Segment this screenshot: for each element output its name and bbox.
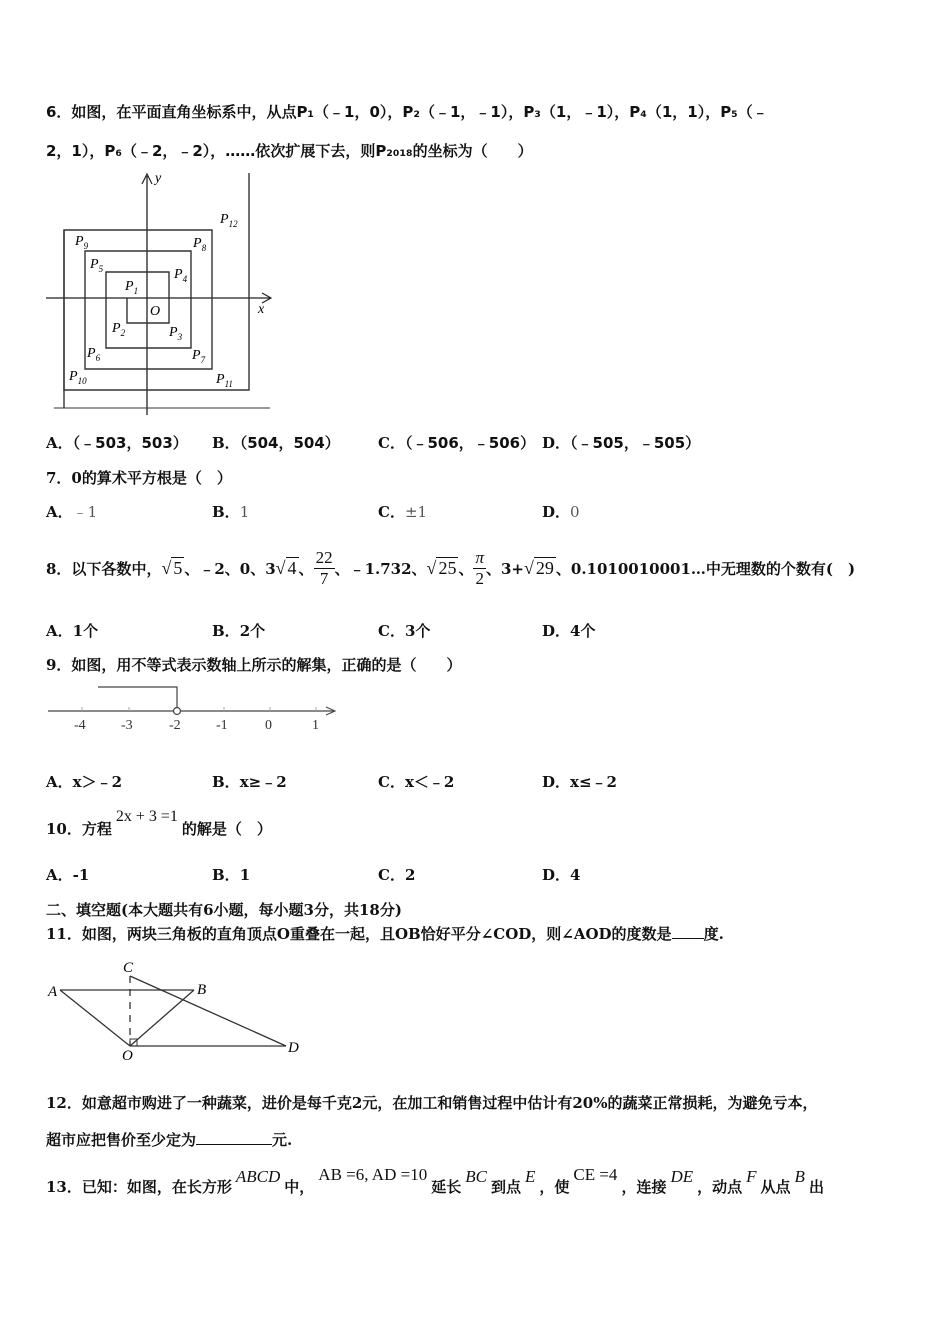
q12-stem-line2: 超市应把售价至少定为 元. — [46, 1131, 293, 1149]
section-2-title: 二、填空题(本大题共有6小题，每小题3分，共18分) — [46, 901, 402, 919]
label-O: O — [122, 1048, 133, 1062]
label-P3: $P_3$ — [169, 325, 183, 342]
q10-equation: 2x + 3 =1 — [115, 808, 178, 825]
q9-option-b[interactable]: B．x≥﹣2 — [212, 773, 287, 791]
label-D: D — [288, 1040, 299, 1056]
q10-stem: 10．方程2x + 3 =1的解是（ ） — [46, 808, 272, 838]
q7-option-c[interactable]: C．±1 — [378, 503, 428, 521]
q8-option-d[interactable]: D．4个 — [542, 622, 596, 640]
q11-triangles-figure — [46, 956, 308, 1062]
q6-stem-line1: 6．如图，在平面直角坐标系中，从点P₁（﹣1，0），P₂（﹣1，﹣1），P₃（1，﹣1），P₄（1，1），P₅（﹣ — [46, 103, 768, 121]
label-P9: $P_9$ — [75, 234, 89, 251]
label-C: C — [123, 960, 134, 976]
q8-option-a[interactable]: A．1个 — [46, 622, 99, 640]
q9-option-c[interactable]: C．x＜﹣2 — [378, 773, 455, 791]
label-P4: $P_4$ — [174, 267, 188, 284]
q10-option-d[interactable]: D．4 — [542, 866, 581, 884]
q9-option-a[interactable]: A．x＞﹣2 — [46, 773, 123, 791]
x-axis-label: x — [258, 302, 265, 317]
label-P7: $P_7$ — [192, 348, 206, 365]
label-P2: $P_2$ — [112, 321, 126, 338]
fraction-pi-2: $\frac{\pi}{2}$ — [475, 547, 484, 588]
q8-option-c[interactable]: C．3个 — [378, 622, 431, 640]
label-P6: $P_6$ — [87, 346, 101, 363]
sqrt-4: √ 4 — [275, 557, 297, 578]
label-origin: O — [150, 304, 161, 319]
q10-option-b[interactable]: B．1 — [212, 866, 251, 884]
tick-label: 1 — [312, 718, 319, 733]
q11-stem: 11．如图，两块三角板的直角顶点O重叠在一起，且OB恰好平分∠COD，则∠AOD的度数是 度. — [46, 925, 724, 943]
q10-option-c[interactable]: C．2 — [378, 866, 416, 884]
tick-label: -2 — [169, 718, 181, 733]
label-P1: $P_1$ — [125, 279, 139, 296]
label-P5: $P_5$ — [90, 257, 104, 274]
label-P12: $P_{12}$ — [220, 212, 238, 229]
sqrt-5: √ 5 — [161, 557, 183, 578]
tick-label: -1 — [216, 718, 228, 733]
q7-option-b[interactable]: B．1 — [212, 503, 250, 521]
q7-stem: 7．0的算术平方根是（ ） — [46, 469, 232, 487]
q6-stem-line2: 2，1），P₆（﹣2，﹣2），……依次扩展下去，则P₂₀₁₈的坐标为（ ） — [46, 142, 533, 160]
label-B: B — [197, 982, 207, 998]
q7-option-a[interactable]: A．﹣1 — [46, 503, 98, 521]
y-axis-label: y — [155, 171, 162, 186]
label-P11: $P_{11}$ — [216, 372, 233, 389]
label-P8: $P_8$ — [193, 236, 207, 253]
label-A: A — [48, 984, 58, 1000]
q8-option-b[interactable]: B．2个 — [212, 622, 266, 640]
q8-stem: 8．以下各数中， √ 5 、﹣2、0、3 √ 4 、 $\frac{22}{7}$ 、﹣1.732、 √ 25 、 $\frac{\pi}{2}$ 、3+ √ 29 、0.1010010001…中无理数的个数有( ) — [46, 547, 856, 588]
q9-stem: 9．如图，用不等式表示数轴上所示的解集，正确的是（ ） — [46, 656, 462, 674]
q6-option-a[interactable]: A．（﹣503，503） — [46, 434, 188, 452]
tick-label: -4 — [74, 718, 86, 733]
q9-option-d[interactable]: D．x≤﹣2 — [542, 773, 617, 791]
q10-option-a[interactable]: A．-1 — [46, 866, 90, 884]
sqrt-25: √ 25 — [426, 557, 457, 578]
fraction-22-7: $\frac{22}{7}$ — [315, 547, 333, 588]
q6-option-c[interactable]: C．（﹣506，﹣506） — [378, 434, 536, 452]
q6-spiral-figure — [40, 168, 280, 420]
tick-label: -3 — [121, 718, 133, 733]
label-P10: $P_{10}$ — [69, 369, 87, 386]
q7-option-d[interactable]: D．0 — [542, 503, 580, 521]
sqrt-29: √ 29 — [524, 557, 554, 578]
q6-option-b[interactable]: B．（504，504） — [212, 434, 340, 452]
tick-label: 0 — [265, 718, 272, 733]
q12-stem-line1: 12．如意超市购进了一种蔬菜，进价是每千克2元，在加工和销售过程中估计有20%的蔬菜正常损耗，为避免亏本， — [46, 1094, 818, 1112]
q6-option-d[interactable]: D．（﹣505，﹣505） — [542, 434, 701, 452]
q13-stem: 13．已知：如图，在长方形ABCD中，AB =6, AD =10延长BC到点E，使CE =4，连接DE，动点F从点B出 — [46, 1165, 824, 1196]
q9-number-line — [44, 680, 344, 736]
